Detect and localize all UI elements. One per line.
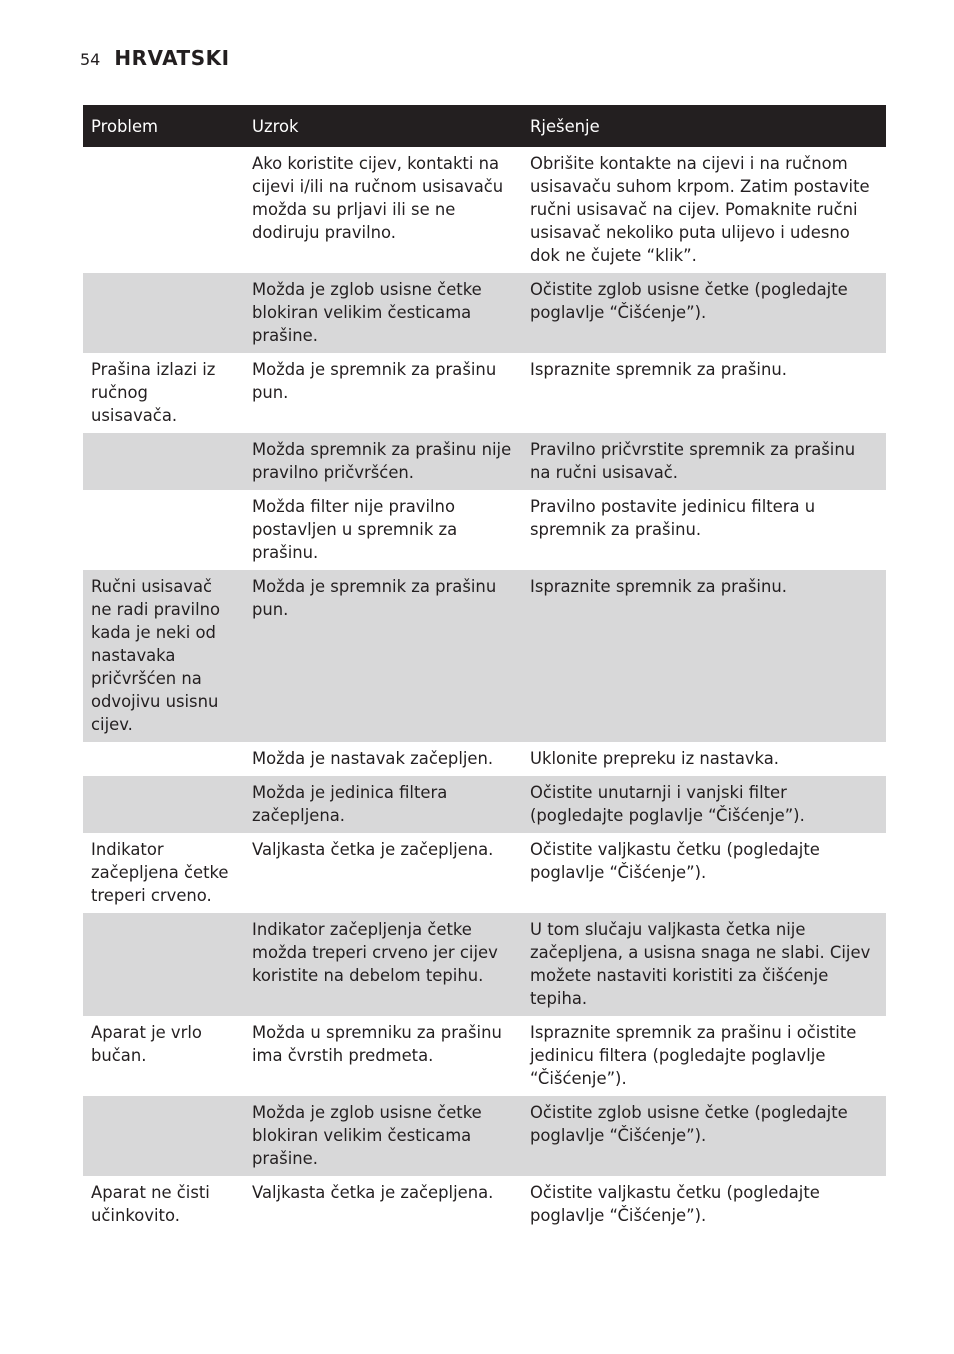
problem-cell bbox=[83, 273, 244, 353]
solution-cell: Očistite zglob usisne četke (pogledajte poglavlje “Čišćenje”). bbox=[522, 273, 886, 353]
table-row bbox=[83, 833, 886, 913]
cause-cell: Možda filter nije pravilno postavljen u spremnik za prašinu. bbox=[252, 497, 458, 562]
problem-cell: Aparat je vrlo bučan. bbox=[91, 1023, 202, 1065]
cause-cell: Valjkasta četka je začepljena. bbox=[252, 840, 494, 859]
table-row bbox=[83, 433, 886, 490]
table-row bbox=[83, 273, 886, 353]
problem-cell bbox=[83, 742, 244, 776]
solution-cell: Uklonite prepreku iz nastavka. bbox=[530, 749, 780, 768]
cause-cell: Možda je zglob usisne četke blokiran velikim česticama prašine. bbox=[244, 273, 522, 353]
cause-cell: Možda je spremnik za prašinu pun. bbox=[244, 570, 522, 742]
cause-cell: Možda u spremniku za prašinu ima čvrstih predmeta. bbox=[252, 1023, 502, 1065]
solution-cell: Očistite valjkastu četku (pogledajte poglavlje “Čišćenje”). bbox=[530, 840, 820, 882]
solution-cell: Pravilno postavite jedinicu filtera u spremnik za prašinu. bbox=[530, 497, 816, 539]
table-row bbox=[83, 1096, 886, 1176]
problem-cell: Prašina izlazi iz ručnog usisavača. bbox=[91, 360, 216, 425]
cause-cell: Možda je nastavak začepljen. bbox=[252, 749, 494, 768]
cause-cell: Indikator začepljenja četke možda treperi crveno jer cijev koristite na debelom tepihu. bbox=[244, 913, 522, 1016]
problem-cell bbox=[83, 490, 244, 570]
table-row bbox=[83, 742, 886, 776]
problem-cell bbox=[83, 433, 244, 490]
solution-cell: Ispraznite spremnik za prašinu. bbox=[522, 570, 886, 742]
cause-cell: Valjkasta četka je začepljena. bbox=[252, 1183, 494, 1202]
section-title: HRVATSKI bbox=[114, 46, 230, 70]
header-solution: Rješenje bbox=[522, 105, 886, 147]
cause-cell: Možda je spremnik za prašinu pun. bbox=[252, 360, 497, 402]
table-row bbox=[83, 490, 886, 570]
header-cause: Uzrok bbox=[244, 105, 522, 147]
cause-cell: Možda je jedinica filtera začepljena. bbox=[244, 776, 522, 833]
solution-cell: Očistite zglob usisne četke (pogledajte poglavlje “Čišćenje”). bbox=[522, 1096, 886, 1176]
cause-cell: Ako koristite cijev, kontakti na cijevi i/ili na ručnom usisavaču možda su prljavi ili se ne dodiruju pravilno. bbox=[252, 154, 504, 242]
table-row bbox=[83, 913, 886, 1016]
table-header-row bbox=[83, 105, 886, 147]
page-number: 54 bbox=[80, 50, 101, 69]
solution-cell: Obrišite kontakte na cijevi i na ručnom usisavaču suhom krpom. Zatim postavite ručni usisavač na cijev. Pomaknite ručni usisavač nekoliko puta ulijevo i udesno dok ne čujete “klik”. bbox=[530, 154, 870, 265]
page-header bbox=[80, 46, 230, 70]
header-problem: Problem bbox=[83, 105, 244, 147]
solution-cell: U tom slučaju valjkasta četka nije začepljena, a usisna snaga ne slabi. Cijev možete nastaviti koristiti za čišćenje tepiha. bbox=[522, 913, 886, 1016]
problem-cell bbox=[83, 147, 244, 273]
solution-cell: Ispraznite spremnik za prašinu i očistite jedinicu filtera (pogledajte poglavlje “Čišćenje”). bbox=[530, 1023, 857, 1088]
table-row bbox=[83, 1176, 886, 1233]
problem-cell: Ručni usisavač ne radi pravilno kada je neki od nastavaka pričvršćen na odvojivu usisnu cijev. bbox=[83, 570, 244, 742]
problem-cell: Aparat ne čisti učinkovito. bbox=[91, 1183, 210, 1225]
table-row bbox=[83, 147, 886, 273]
table-row bbox=[83, 570, 886, 742]
troubleshooting-table bbox=[83, 105, 886, 1233]
problem-cell bbox=[83, 776, 244, 833]
table-row bbox=[83, 353, 886, 433]
cause-cell: Možda spremnik za prašinu nije pravilno pričvršćen. bbox=[244, 433, 522, 490]
solution-cell: Ispraznite spremnik za prašinu. bbox=[530, 360, 787, 379]
solution-cell: Očistite valjkastu četku (pogledajte poglavlje “Čišćenje”). bbox=[530, 1183, 820, 1225]
table-row bbox=[83, 776, 886, 833]
cause-cell: Možda je zglob usisne četke blokiran velikim česticama prašine. bbox=[244, 1096, 522, 1176]
problem-cell bbox=[83, 913, 244, 1016]
solution-cell: Očistite unutarnji i vanjski filter (pogledajte poglavlje “Čišćenje”). bbox=[522, 776, 886, 833]
solution-cell: Pravilno pričvrstite spremnik za prašinu na ručni usisavač. bbox=[522, 433, 886, 490]
problem-cell: Indikator začepljena četke treperi crveno. bbox=[91, 840, 229, 905]
problem-cell bbox=[83, 1096, 244, 1176]
table-row bbox=[83, 1016, 886, 1096]
